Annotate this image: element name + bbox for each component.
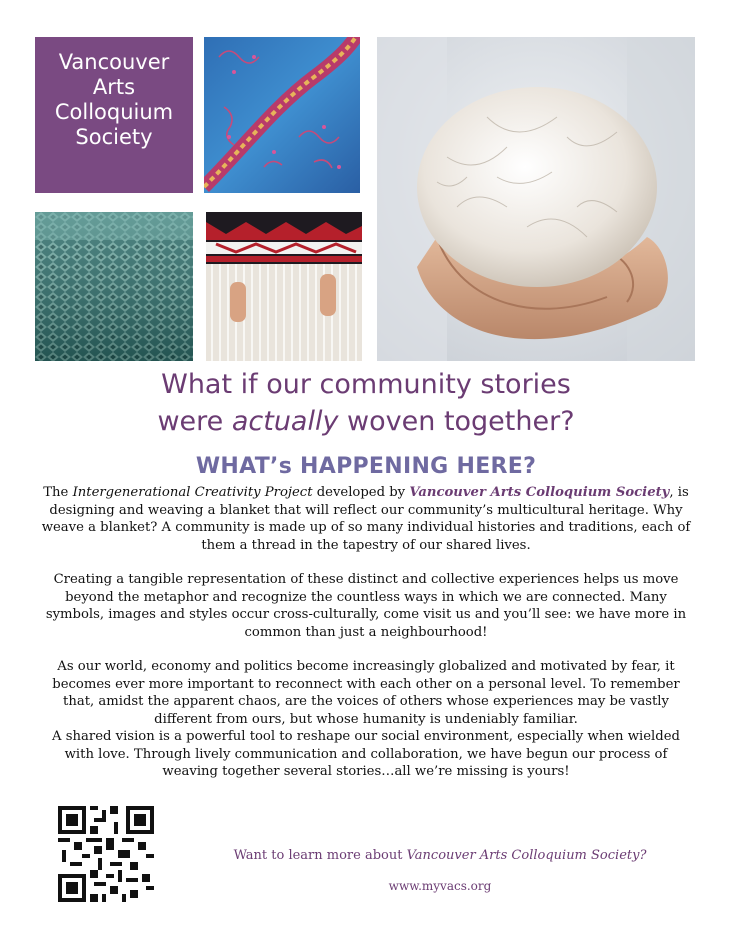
paragraph-1 xyxy=(40,484,692,554)
project-name: Intergenerational Creativity Project xyxy=(72,485,313,500)
promo-org-name: Vancouver Arts Colloquium Society? xyxy=(406,848,647,863)
promo-text xyxy=(170,848,710,863)
paragraph-2: Creating a tangible representation of these distinct and collective experiences helps us move beyond the metaphor and recognize the countless ways in which we are connected. Many symbols, images and styles occur cross-culturally, come visit us and you’ll see: we have more in common than just a neighbourhood! xyxy=(45,572,687,640)
headline-emphasis: actually xyxy=(231,406,339,437)
logo-line-4: Society xyxy=(75,125,153,149)
website-link[interactable]: www.myvacs.org xyxy=(388,879,492,893)
paisley-fabric-photo xyxy=(204,37,360,193)
logo-box xyxy=(35,37,193,193)
logo-line-2: Arts xyxy=(92,75,136,99)
loom-weaving-hands-photo xyxy=(206,212,362,361)
headline-line-2-end: woven together? xyxy=(338,406,575,437)
logo-line-1: Vancouver xyxy=(58,50,170,74)
paragraph-3: As our world, economy and politics become increasingly globalized and motivated by fear, it becomes ever more important to reconnect with each other on a personal level. To remember that, amidst the apparent chaos, are the voices of others whose experiences may be vastly different from ours, but whose humanity is undeniably familiar. xyxy=(52,659,680,727)
woven-textile-photo xyxy=(35,212,193,361)
section-subhead: WHAT’s HAPPENING HERE? xyxy=(195,454,537,479)
hands-holding-wool-photo xyxy=(377,37,695,361)
logo-line-3: Colloquium xyxy=(54,100,174,124)
headline-line-2 xyxy=(0,403,732,440)
headline-line-2-start: were xyxy=(157,406,232,437)
headline xyxy=(0,366,732,440)
p1-text-2: developed by xyxy=(312,485,410,500)
p1-text-1: The xyxy=(43,485,73,500)
org-name: Vancouver Arts Colloquium Society xyxy=(409,485,670,500)
promo-prefix: Want to learn more about xyxy=(233,848,407,863)
headline-line-1: What if our community stories xyxy=(161,369,571,400)
body-text xyxy=(40,484,692,781)
p1-text-3: , is designing and weaving a blanket that will reflect our community’s multicultural heritage. Why weave a blanket? A community is made up of so many individual histories and traditions, each of them a thread in the tapestry of our shared lives. xyxy=(41,485,691,553)
qr-code[interactable] xyxy=(58,806,154,902)
paragraph-4: A shared vision is a powerful tool to reshape our social environment, especially when wielded with love. Through lively communication and collaboration, we have begun our process of weaving together several stories…all we’re missing is yours! xyxy=(52,729,680,779)
